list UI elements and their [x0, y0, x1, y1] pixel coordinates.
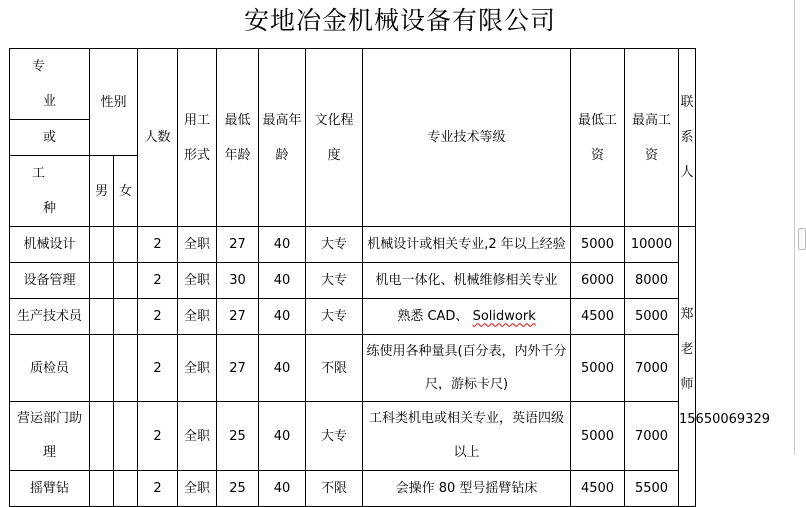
table-row — [10, 471, 696, 507]
education-cell: 大专 — [306, 402, 363, 471]
header-skill: 专业技术等级 — [363, 49, 571, 227]
min-age-cell: 27 — [217, 227, 259, 263]
max-wage-cell: 5500 — [625, 471, 679, 507]
education-cell: 不限 — [306, 335, 363, 402]
table-row — [10, 227, 696, 263]
min-age-cell: 25 — [217, 471, 259, 507]
header-max-age: 最高年 龄 — [259, 49, 306, 227]
job-name: 机械设计 — [10, 227, 90, 263]
min-wage-cell: 4500 — [571, 299, 625, 335]
education-cell: 不限 — [306, 471, 363, 507]
skill-cell: 练使用各种量具(百分表，内外千分 尺，游标卡尺) — [363, 335, 571, 402]
max-wage-cell: 7000 — [625, 402, 679, 471]
female-cell — [114, 402, 138, 471]
min-age-cell: 27 — [217, 335, 259, 402]
min-wage-cell: 6000 — [571, 263, 625, 299]
table-row — [10, 402, 696, 471]
min-wage-cell: 5000 — [571, 402, 625, 471]
header-major-line1: 专 业 — [10, 49, 90, 120]
male-cell — [90, 471, 114, 507]
skill-cell: 工科类机电或相关专业，英语四级 以上 — [363, 402, 571, 471]
contact-name: 郑老师 — [680, 306, 694, 392]
header-female: 女 — [114, 156, 138, 227]
header-min-age: 最低 年龄 — [217, 49, 259, 227]
female-cell — [114, 471, 138, 507]
male-cell — [90, 402, 114, 471]
female-cell — [114, 335, 138, 402]
resize-handle-right[interactable] — [798, 228, 806, 250]
max-age-cell: 40 — [259, 335, 306, 402]
work-type-cell: 全职 — [178, 227, 217, 263]
table-row — [10, 335, 696, 402]
max-age-cell: 40 — [259, 402, 306, 471]
work-type-cell: 全职 — [178, 263, 217, 299]
page-title: 安地冶金机械设备有限公司 — [243, 6, 556, 35]
skill-cell: 会操作 80 型号摇臂钻床 — [363, 471, 571, 507]
table-row — [10, 263, 696, 299]
female-cell — [114, 227, 138, 263]
min-wage-cell: 4500 — [571, 471, 625, 507]
page-margin-line — [794, 0, 795, 455]
contact-cell — [679, 227, 770, 507]
min-age-cell: 25 — [217, 402, 259, 471]
count-cell: 2 — [138, 263, 178, 299]
spellcheck-word: Solidwork — [472, 309, 536, 324]
education-cell: 大专 — [306, 299, 363, 335]
count-cell: 2 — [138, 227, 178, 263]
max-wage-cell: 5000 — [625, 299, 679, 335]
header-min-wage: 最低工 资 — [571, 49, 625, 227]
skill-cell: 机电一体化、机械维修相关专业 — [363, 263, 571, 299]
max-wage-cell: 10000 — [625, 227, 679, 263]
max-age-cell: 40 — [259, 263, 306, 299]
max-age-cell: 40 — [259, 471, 306, 507]
header-major-line3: 工 种 — [10, 156, 90, 227]
min-wage-cell: 5000 — [571, 227, 625, 263]
job-name: 质检员 — [10, 335, 90, 402]
header-max-wage: 最高工 资 — [625, 49, 679, 227]
recruitment-table — [9, 48, 770, 507]
contact-phone: 15650069329 — [679, 411, 770, 427]
header-contact: 联系人 — [679, 49, 696, 227]
female-cell — [114, 263, 138, 299]
header-work-type: 用工 形式 — [178, 49, 217, 227]
min-age-cell: 30 — [217, 263, 259, 299]
table-row — [10, 299, 696, 335]
max-age-cell: 40 — [259, 299, 306, 335]
male-cell — [90, 227, 114, 263]
skill-cell: 机械设计或相关专业,2 年以上经验 — [363, 227, 571, 263]
skill-cell: 熟悉 CAD、 Solidwork — [363, 299, 571, 335]
education-cell: 大专 — [306, 227, 363, 263]
min-wage-cell: 5000 — [571, 335, 625, 402]
max-wage-cell: 7000 — [625, 335, 679, 402]
header-male: 男 — [90, 156, 114, 227]
work-type-cell: 全职 — [178, 402, 217, 471]
work-type-cell: 全职 — [178, 299, 217, 335]
work-type-cell: 全职 — [178, 471, 217, 507]
female-cell — [114, 299, 138, 335]
male-cell — [90, 335, 114, 402]
count-cell: 2 — [138, 471, 178, 507]
min-age-cell: 27 — [217, 299, 259, 335]
job-name: 营运部门助 理 — [10, 402, 90, 471]
male-cell — [90, 263, 114, 299]
education-cell: 大专 — [306, 263, 363, 299]
job-name: 摇臂钻 — [10, 471, 90, 507]
header-education: 文化程 度 — [306, 49, 363, 227]
header-gender: 性别 — [90, 49, 138, 156]
max-wage-cell: 8000 — [625, 263, 679, 299]
count-cell: 2 — [138, 402, 178, 471]
header-major-line2: 或 — [10, 120, 90, 156]
count-cell: 2 — [138, 299, 178, 335]
count-cell: 2 — [138, 335, 178, 402]
max-age-cell: 40 — [259, 227, 306, 263]
header-count: 人数 — [138, 49, 178, 227]
work-type-cell: 全职 — [178, 335, 217, 402]
job-name: 生产技术员 — [10, 299, 90, 335]
job-name: 设备管理 — [10, 263, 90, 299]
male-cell — [90, 299, 114, 335]
